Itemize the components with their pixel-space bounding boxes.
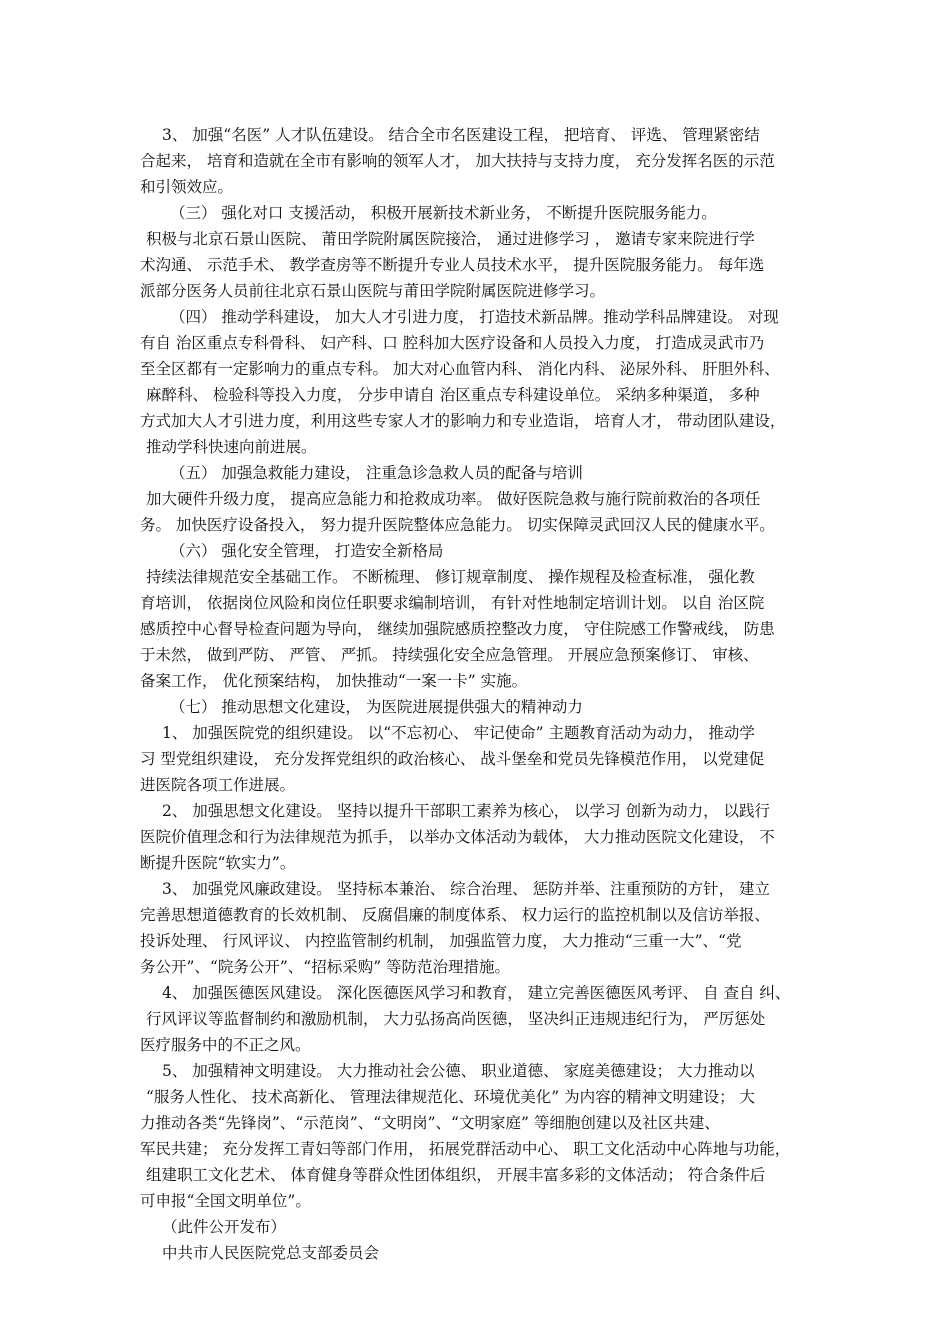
text-line: 务。 加快医疗设备投入， 努力提升医院整体应急能力。 切实保障灵武回汉人民的健康水平。	[140, 516, 775, 534]
text-line: 和引领效应。	[140, 178, 234, 196]
text-line: 进医院各项工作进展。	[140, 776, 296, 794]
text-line: 积极与北京石景山医院、 莆田学院附属医院接洽， 通过进修学习 ， 邀请专家来院进行学	[146, 230, 755, 248]
text-line: （七） 推动思想文化建设， 为医院进展提供强大的精神动力	[170, 698, 583, 716]
text-line: 医院价值理念和行为法律规范为抓手， 以举办文体活动为载体， 大力推动医院文化建设， 不	[140, 828, 775, 846]
text-line: 投诉处理、 行风评议、 内控监管制约机制， 加强监管力度， 大力推动“三重一大”、“党	[140, 932, 742, 950]
document-body	[140, 122, 820, 1266]
text-line: 可申报“全国文明单位”。	[140, 1192, 311, 1210]
text-line: 至全区都有一定影响力的重点专科。 加大对心血管内科、 消化内科、 泌尿外科、 肝胆外科、	[140, 360, 780, 378]
text-line: 3、 加强党风廉政建设。 坚持标本兼治、 综合治理、 惩防并举、注重预防的方针， 建立	[162, 880, 770, 898]
text-line: 合起来， 培育和造就在全市有影响的领军人才， 加大扶持与支持力度， 充分发挥名医的示范	[140, 152, 775, 170]
text-line: “服务人性化、 技术高新化、 管理法律规范化、环境优美化” 为内容的精神文明建设； 大	[146, 1088, 756, 1106]
text-line: 持续法律规范安全基础工作。 不断梳理、 修订规章制度、 操作规程及检查标准， 强化教	[146, 568, 755, 586]
text-line: 医疗服务中的不正之风。	[140, 1036, 311, 1054]
text-line: 5、 加强精神文明建设。 大力推动社会公德、 职业道德、 家庭美德建设； 大力推动以	[162, 1062, 755, 1080]
text-line: 习 型党组织建设， 充分发挥党组织的政治核心、 战斗堡垒和党员先锋模范作用， 以党建促	[140, 750, 765, 768]
text-line: （四） 推动学科建设， 加大人才引进力度， 打造技术新品牌。推动学科品牌建设。 对现	[170, 308, 779, 326]
text-line: 行风评议等监督制约和激励机制， 大力弘扬高尚医德， 坚决纠正违规违纪行为， 严厉惩处	[146, 1010, 766, 1028]
text-line: 2、 加强思想文化建设。 坚持以提升干部职工素养为核心， 以学习 创新为动力， 以践行	[162, 802, 770, 820]
text-line: 麻醉科、 检验科等投入力度， 分步申请自 治区重点专科建设单位。 采纳多种渠道， 多种	[146, 386, 760, 404]
text-line: 中共市人民医院党总支部委员会	[162, 1244, 380, 1262]
text-line: 断提升医院“软实力”。	[140, 854, 296, 872]
text-line: 方式加大人才引进力度，利用这些专家人才的影响力和专业造诣， 培育人才， 带动团队建设，	[140, 412, 786, 430]
text-line: 于未然， 做到严防、 严管、 严抓。 持续强化安全应急管理。 开展应急预案修订、 审核、	[140, 646, 759, 664]
text-line: 1、 加强医院党的组织建设。 以“不忘初心、 牢记使命” 主题教育活动为动力， 推动学	[162, 724, 755, 742]
text-line: 备案工作， 优化预案结构， 加快推动“一案一卡” 实施。	[140, 672, 528, 690]
text-line: 组建职工文化艺术、 体育健身等群众性团体组织， 开展丰富多彩的文体活动； 符合条件后	[146, 1166, 766, 1184]
text-line: 4、 加强医德医风建设。 深化医德医风学习和教育， 建立完善医德医风考评、 自 查自 纠、	[162, 984, 791, 1002]
text-line: （五） 加强急救能力建设， 注重急诊急救人员的配备与培训	[170, 464, 583, 482]
text-line: （三） 强化对口 支援活动， 积极开展新技术新业务， 不断提升医院服务能力。	[170, 204, 717, 222]
text-line: （此件公开发布）	[162, 1218, 287, 1236]
text-line: 术沟通、 示范手术、 教学查房等不断提升专业人员技术水平， 提升医院服务能力。 每年选	[140, 256, 765, 274]
text-line: 务公开”、“院务公开”、“招标采购” 等防范治理措施。	[140, 958, 511, 976]
text-line: 完善思想道德教育的长效机制、 反腐倡廉的制度体系、 权力运行的监控机制以及信访举报、	[140, 906, 770, 924]
text-line: （六） 强化安全管理， 打造安全新格局	[170, 542, 444, 560]
text-line: 感质控中心督导检查问题为导向， 继续加强院感质控整改力度， 守住院感工作警戒线， 防患	[140, 620, 775, 638]
text-line: 加大硬件升级力度， 提高应急能力和抢救成功率。 做好医院急救与施行院前救治的各项任	[146, 490, 761, 508]
text-line: 推动学科快速向前进展。	[146, 438, 317, 456]
text-line: 军民共建； 充分发挥工青妇等部门作用， 拓展党群活动中心、 职工文化活动中心阵地与功能，	[140, 1140, 791, 1158]
text-line: 有自 治区重点专科骨科、 妇产科、口 腔科加大医疗设备和人员投入力度， 打造成灵武市乃	[140, 334, 765, 352]
text-line: 力推动各类“先锋岗”、“示范岗”、“文明岗”、“文明家庭” 等细胞创建以及社区共建、	[140, 1114, 720, 1132]
text-line: 育培训， 依据岗位风险和岗位任职要求编制培训， 有针对性地制定培训计划。 以自 治区院	[140, 594, 765, 612]
text-line: 3、 加强“名医” 人才队伍建设。 结合全市名医建设工程， 把培育、 评选、 管理紧密结	[162, 126, 760, 144]
text-line: 派部分医务人员前往北京石景山医院与莆田学院附属医院进修学习。	[140, 282, 606, 300]
